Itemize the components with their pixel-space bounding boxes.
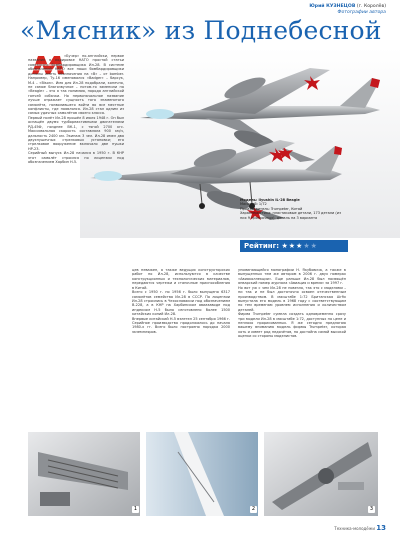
photo-number-badge: 3 — [369, 506, 374, 512]
paragraph: Впервые китайский Н-5 взлетел 25 сентября 1966 г. Серийное производство продолжалось до начала 1980-х гг. Всего было построено порядка 2000 экземпляров. — [132, 316, 230, 334]
paragraph: упоминающейся монографии Н. Якубовича, а также в выпущенных тем же автором в 2006 г. двух номерах «Авиаколлекции». Еще раньше Ил-28 был посвящён январский номер журнала «Авиация и время» за 1997 г. — [238, 268, 346, 286]
photo-number-badge: 2 — [251, 506, 256, 512]
author-credit — [309, 4, 386, 16]
rating-stars-off: ★★ — [303, 242, 318, 250]
spec-maker: Производитель: Trumpeter, Китай — [240, 206, 303, 211]
rating-bar — [240, 240, 348, 252]
rating-label: Рейтинг: — [244, 242, 280, 250]
article-column-1 — [28, 54, 124, 484]
spec-details: Характеристика: пластиковые детали, 173 детали (из них 9 прозрачных), декаль на 3 варианта — [240, 211, 341, 220]
page-footer — [334, 524, 386, 532]
paragraph: Но вот уж с чем Ил-28 не повезло, так это с моделями – ни так и не был достаточно освоен отечественным производством. В масштабе 1:72 Британская Airfix выпустила его модель в 1968 году с соответствующим по тем временам уровнем исполнения и количеством деталей. — [238, 285, 346, 312]
detail-photos — [28, 432, 378, 516]
page-number: 13 — [376, 524, 386, 532]
author-city: (г. Королёв) — [356, 4, 386, 9]
photo-number-badge: 1 — [133, 506, 138, 512]
photo-credit: Фотографии автора — [337, 10, 386, 15]
author-name: Юрий КУЗНЕЦОВ — [309, 4, 356, 9]
paragraph: Фирма Trumpeter сумела создать одновременно сразу три модели Ил-28 в масштабе 1:72, доступных по цене и неплохо прорисованных. Я же сегодня предлагаю вашему вниманию модель фирмы Trumpeter, которая хоть и имеет ряд недочётов, но достойна самой высокой оценки со стороны моделистов. — [238, 312, 346, 339]
detail-photo-3 — [264, 432, 378, 516]
kit-specs — [240, 198, 346, 220]
spec-model: Модель: Ilyushin IL-28 Beagle — [240, 198, 300, 202]
paragraph: «Бучер» по-английски, первое название в кодировке НАТО простой статьи советского бомбардировщика Ил-28. В системе обозначений НАТО все наши бомбардировщики должны иметь обозначения на «В» – от bomber. Например, Ту-16 именовался «Badger» – барсук, М-4 – «Bison». Имя для Ил-28 подобрали, конечно, не самое благозвучное – потом-то заменили на «Beagle» – это я так понимаю, порода английской гончей собачки. Но первоначальное название лучше отражает сущность того знаменитого самолёта, позволившего войти во все местные конфликты, где появлялся. Ил-28 стал одним из самых удачных самолётов своего класса. — [28, 54, 124, 116]
article-title: «Мясник» из Поднебесной — [20, 16, 382, 45]
magazine-name: Техника-молодёжи — [334, 526, 375, 531]
paragraph: Первый полёт Ил-28 прошёл 8 июля 1948 г. Он был оснащён двумя турбореактивными двигателями РД-45Ф, позднее ВК-1, с тягой 2700 кгс. Максимальная скорость составляла 900 км/ч, дальность 2400 км. Экипаж 3 чел. Ил-28 имел два двухпушечных стрелковых установки; его стрелковое вооружение включало две пушки НР-23. — [28, 115, 124, 151]
paragraph: Серийный выпуск Ил-28 начался в 1950 г. В КНР этот самолёт строился по лицензии под обозначением Харбин Н-5. — [28, 151, 124, 165]
rating-stars-on: ★★★ — [281, 242, 304, 250]
paragraph: Всего с 1950 г. по 1956 г. было выпущено 6317 самолётов семейства Ил-28 в СССР. По лицензии Ил-28 строились в Чехословакии под обозначением В-228, а в КНР на Харбинском авиазаводе под индексом Н-5 было изготовлено более 1500 китайских копий Ил-28. — [132, 290, 230, 317]
paragraph: цев неважен, а также ведущих конструкторских работ по Ил-28, используются в качестве конструкционных и технологических материалов, передаются чертежи и станочные приспособления в Китай. — [132, 268, 230, 290]
detail-photo-2 — [146, 432, 258, 516]
spec-scale: Масштаб: 1/72 — [240, 202, 267, 207]
detail-photo-1 — [28, 432, 140, 516]
detail-photos-strip — [28, 432, 378, 516]
